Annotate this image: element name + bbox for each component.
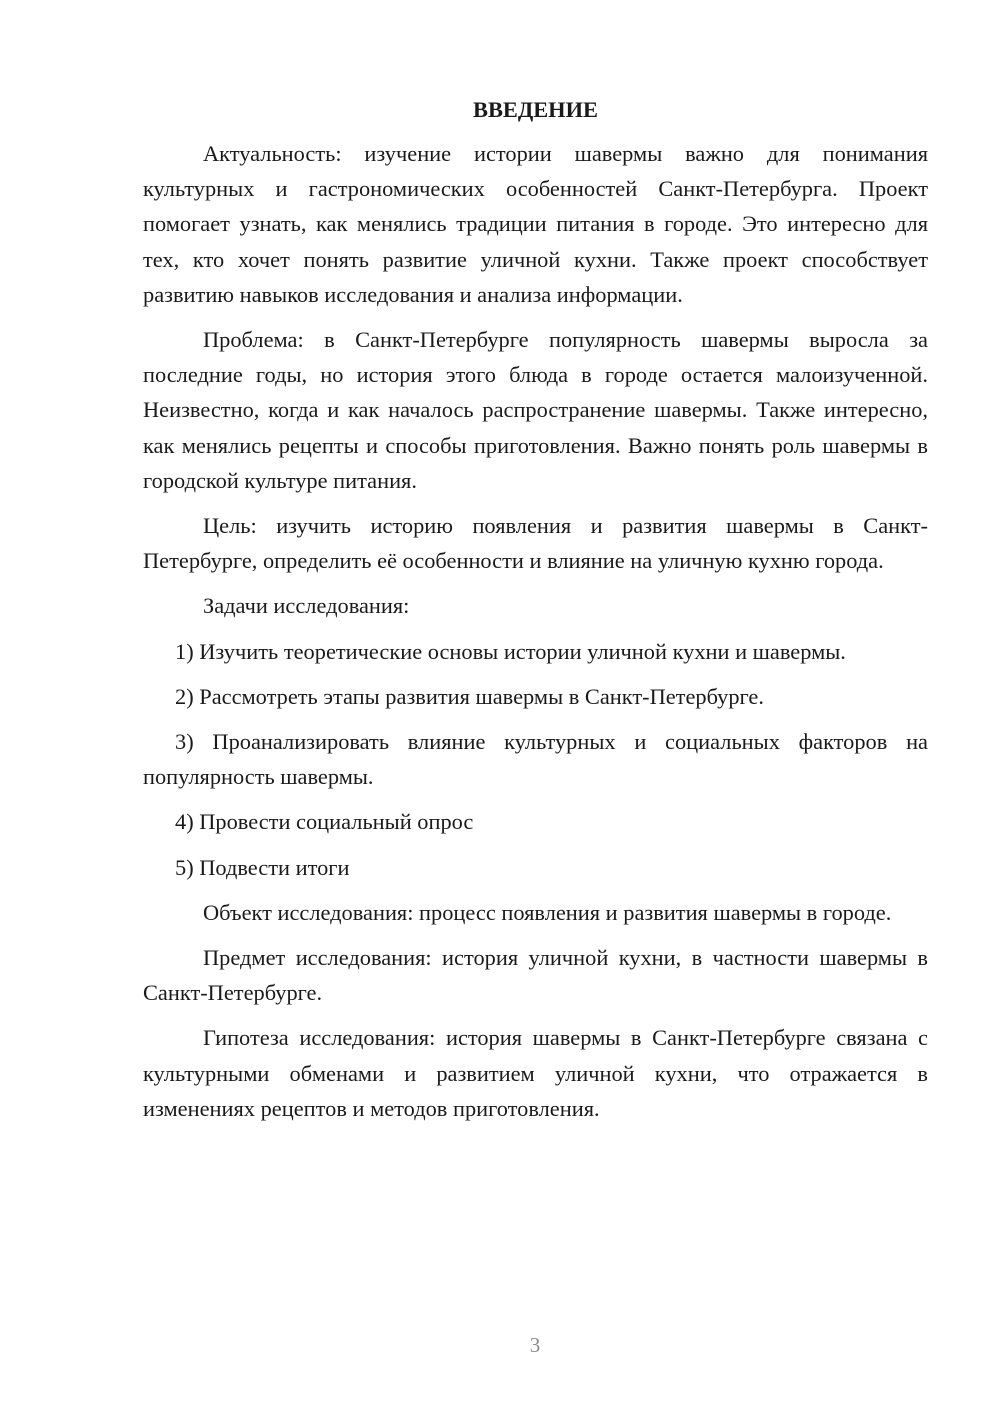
- page-content: [143, 92, 928, 1136]
- list-item: 2) Рассмотреть этапы развития шавермы в Санкт-Петербурге.: [175, 683, 764, 709]
- problem-paragraph: Проблема: в Санкт-Петербурге популярность шавермы выросла за последние годы, но история этого блюда в городе остается малоизученной. Неизвестно, когда и как началось распространение шавермы. Также интересно, как менялись рецепты и способы приготовления. Важно понять роль шавермы в городской культуре питания.: [143, 327, 928, 493]
- tasks-heading: Задачи исследования:: [203, 593, 410, 619]
- object-paragraph: Объект исследования: процесс появления и развития шавермы в городе.: [203, 899, 892, 925]
- tasks-list: [143, 634, 928, 885]
- list-item: 5) Подвести итоги: [175, 854, 350, 880]
- page-title: ВВЕДЕНИЕ: [473, 97, 598, 122]
- list-item: 3) Проанализировать влияние культурных и социальных факторов на популярность шавермы.: [143, 729, 928, 790]
- list-item: 4) Провести социальный опрос: [175, 809, 474, 835]
- hypothesis-paragraph: Гипотеза исследования: история шавермы в Санкт-Петербурге связана с культурными обменами и развитием уличной кухни, что отражается в изменениях рецептов и методов приготовления.: [143, 1025, 928, 1121]
- subject-paragraph: Предмет исследования: история уличной кухни, в частности шавермы в Санкт-Петербурге.: [143, 945, 928, 1006]
- goal-paragraph: Цель: изучить историю появления и развития шавермы в Санкт-Петербурге, определить её особенности и влияние на уличную кухню города.: [143, 513, 928, 574]
- page-number: 3: [529, 1333, 541, 1357]
- list-item: 1) Изучить теоретические основы истории уличной кухни и шавермы.: [175, 638, 846, 664]
- relevance-paragraph: Актуальность: изучение истории шавермы важно для понимания культурных и гастрономических особенностей Санкт-Петербурга. Проект помогает узнать, как менялись традиции питания в городе. Это интересно для тех, кто хочет понять развитие уличной кухни. Также проект способствует развитию навыков исследования и анализа информации.: [143, 141, 928, 307]
